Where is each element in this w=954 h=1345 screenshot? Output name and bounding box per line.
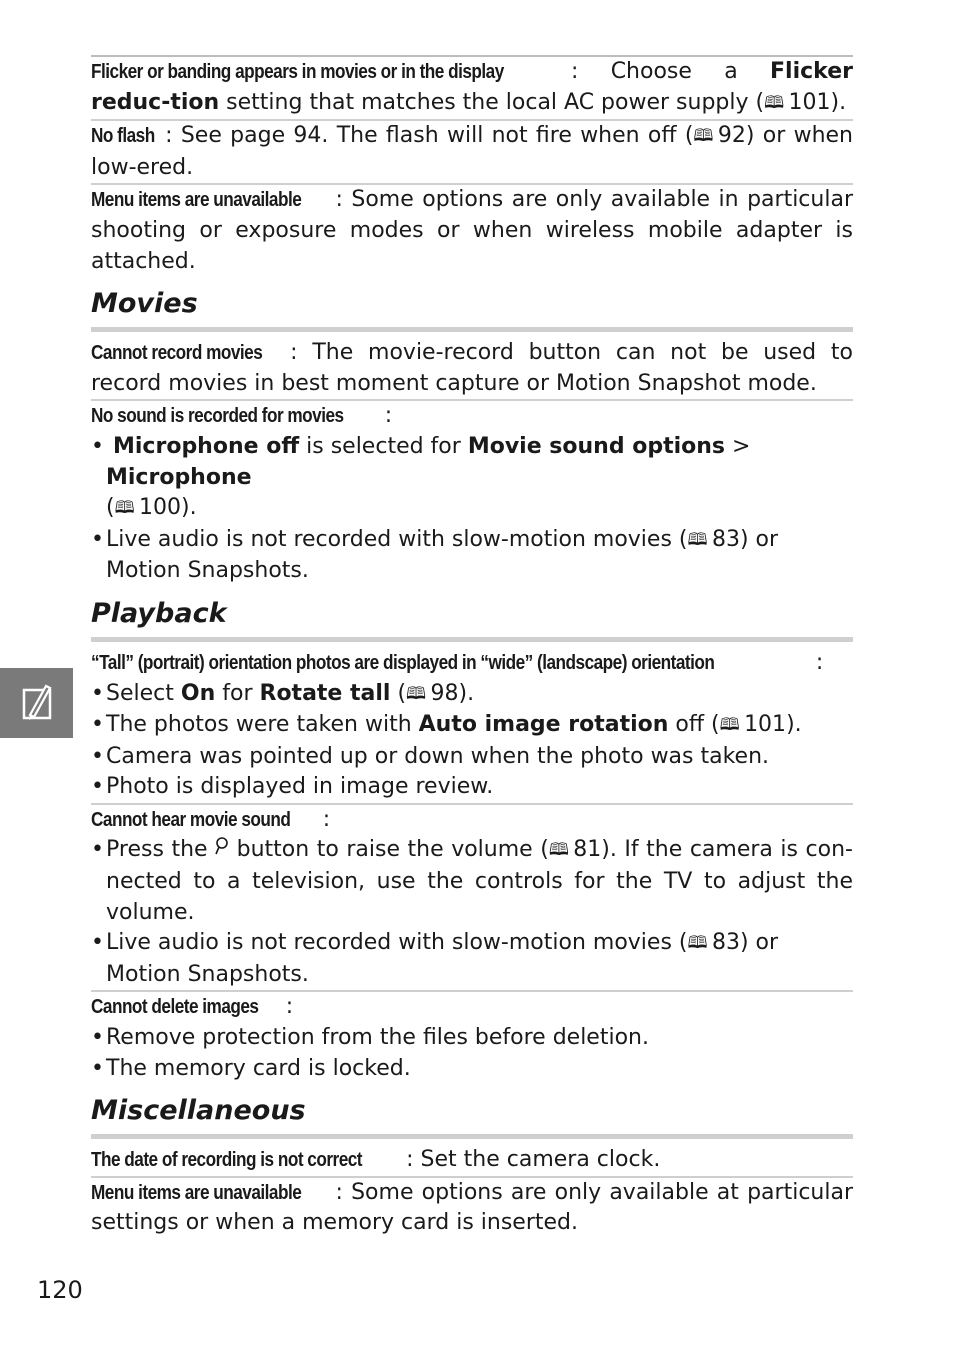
book-reference-icon: 🕮 xyxy=(687,933,708,954)
term-menu-unavailable-misc: Menu items are unavailable xyxy=(91,1181,302,1204)
entry-date-incorrect: The date of recording is not correct : Set the camera clock. xyxy=(91,1145,853,1176)
zoom-out-icon xyxy=(215,836,229,856)
list-item: • Live audio is not recorded with slow-motion movies (🕮 83) or Motion Snapshots. xyxy=(91,525,853,587)
book-reference-icon: 🕮 xyxy=(548,840,569,861)
book-reference-icon: 🕮 xyxy=(114,498,135,519)
book-reference-icon: 🕮 xyxy=(764,92,785,113)
book-reference-icon: 🕮 xyxy=(687,529,708,550)
list-item: • Camera was pointed up or down when the photo was taken. xyxy=(91,742,853,773)
entry-tall-orientation: “Tall” (portrait) orientation photos are displayed in “wide” (landscape) orientation : • Select On for Rotate tall (🕮 98). • The photos were taken with Auto image rotation off (🕮 101). • Camera was pointed up or down when the photo was taken. • Photo is displayed in image review. xyxy=(91,648,853,803)
term-cannot-delete: Cannot delete images xyxy=(91,996,259,1019)
entry-no-sound: No sound is recorded for movies : • Microphone off is selected for Movie sound options > Microphone (🕮 100). • Live audio is not recorded with slow-motion movies (🕮 83) or Motion Snapshots. xyxy=(91,399,853,587)
entry-menu-unavailable-misc: Menu items are unavailable : Some options are only available at particular settings or when a memory card is inserted. xyxy=(91,1176,853,1239)
heading-miscellaneous: Miscellaneous xyxy=(91,1084,853,1139)
book-reference-icon: 🕮 xyxy=(719,715,740,736)
term-no-sound: No sound is recorded for movies xyxy=(91,405,344,428)
page-number: 120 xyxy=(37,1276,83,1304)
entry-no-flash: No flash : See page 94. The flash will not fire when off (🕮 92) or when low-ered. xyxy=(91,119,853,183)
entry-flicker: Flicker or banding appears in movies or in the display : Choose a Flicker reduc-tion setting that matches the local AC power supply (🕮 101). xyxy=(91,55,853,119)
list-item: • Live audio is not recorded with slow-motion movies (🕮 83) or Motion Snapshots. xyxy=(91,928,853,990)
list-item: • The photos were taken with Auto image rotation off (🕮 101). xyxy=(91,710,853,742)
list-item: • Select On for Rotate tall (🕮 98). xyxy=(91,679,853,711)
list-item: • The memory card is locked. xyxy=(91,1054,853,1085)
pencil-note-icon xyxy=(0,668,73,738)
list-item: • Photo is displayed in image review. xyxy=(91,772,853,803)
term-no-flash: No flash xyxy=(91,125,155,148)
term-cannot-record: Cannot record movies xyxy=(91,342,263,365)
entry-cannot-delete: Cannot delete images : • Remove protection from the files before deletion. • The memory card is locked. xyxy=(91,990,853,1084)
entry-menu-unavailable: Menu items are unavailable : Some options are only available in particular shooting or exposure modes or when wireless mobile adapter is attached. xyxy=(91,183,853,277)
heading-movies: Movies xyxy=(91,277,853,332)
term-cannot-hear: Cannot hear movie sound xyxy=(91,808,291,831)
entry-cannot-record: Cannot record movies : The movie-record button can not be used to record movies in best moment capture or Motion Snapshot mode. xyxy=(91,340,853,396)
list-item: • Microphone off is selected for Movie sound options > Microphone (🕮 100). xyxy=(91,432,853,525)
chapter-tab xyxy=(0,668,73,738)
term-date-incorrect: The date of recording is not correct xyxy=(91,1149,363,1172)
book-reference-icon: 🕮 xyxy=(406,683,427,704)
list-item: • Remove protection from the files before deletion. xyxy=(91,1023,853,1054)
entry-cannot-hear: Cannot hear movie sound : • Press the button to raise the volume (🕮 81). If the camera is con-nected to a television, use the controls for the TV to adjust the volume. • Live audio is not recorded with slow-motion movies (🕮 83) or Motion Snapshots. xyxy=(91,803,853,991)
troubleshooting-content xyxy=(91,55,853,1239)
heading-playback: Playback xyxy=(91,587,853,642)
term-flicker: Flicker or banding appears in movies or in the display xyxy=(91,61,504,83)
book-reference-icon: 🕮 xyxy=(693,126,714,147)
term-menu-unavailable: Menu items are unavailable xyxy=(91,189,302,212)
list-item: • Press the button to raise the volume (🕮 81). If the camera is con-nected to a television, use the controls for the TV to adjust the volume. xyxy=(91,835,853,928)
term-tall-orientation: “Tall” (portrait) orientation photos are displayed in “wide” (landscape) orientation xyxy=(91,651,715,674)
